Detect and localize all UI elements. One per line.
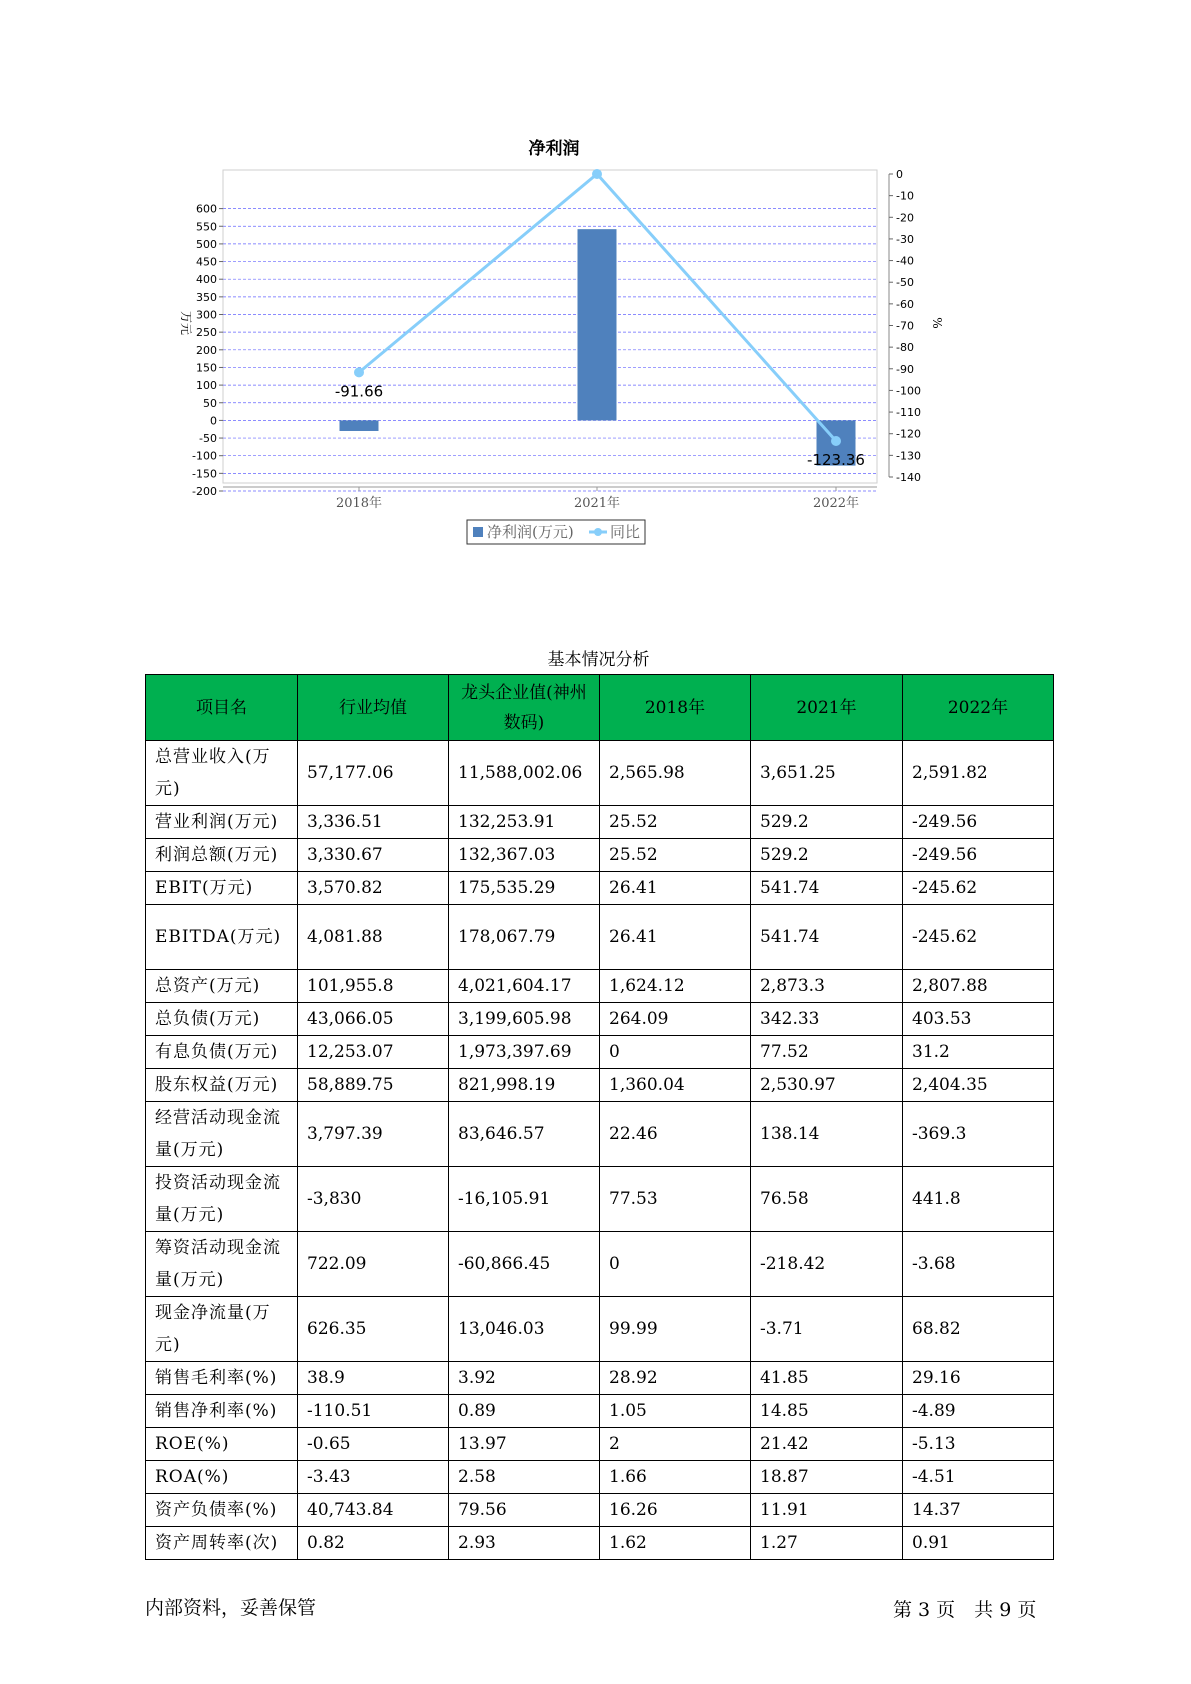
- y-axis-label: 万元: [179, 310, 193, 336]
- x-tick-label: 2022年: [812, 496, 860, 511]
- value-cell: 132,253.91: [449, 806, 600, 839]
- value-cell: -218.42: [751, 1232, 903, 1297]
- y2-tick-label: -100: [896, 384, 921, 398]
- value-cell: 29.16: [903, 1362, 1054, 1395]
- value-cell: -60,866.45: [449, 1232, 600, 1297]
- table-row: [146, 1494, 1054, 1527]
- table-row: [146, 1003, 1054, 1036]
- table-row: [146, 741, 1054, 806]
- y-tick-label: 150: [196, 361, 217, 375]
- yoy-point: [354, 367, 364, 377]
- value-cell: 41.85: [751, 1362, 903, 1395]
- table-row: [146, 1232, 1054, 1297]
- value-cell: 2,404.35: [903, 1069, 1054, 1102]
- value-cell: 178,067.79: [449, 905, 600, 970]
- y2-tick-label: 0: [896, 168, 903, 181]
- value-cell: -3.71: [751, 1297, 903, 1362]
- value-cell: 38.9: [298, 1362, 449, 1395]
- table-row: [146, 905, 1054, 970]
- y2-tick-label: -110: [896, 406, 921, 420]
- value-cell: 16.26: [600, 1494, 751, 1527]
- legend-line-label: 同比: [610, 523, 641, 541]
- value-cell: 2,873.3: [751, 970, 903, 1003]
- table-row: [146, 1297, 1054, 1362]
- row-label-cell: EBITDA(万元): [146, 905, 298, 970]
- bar-2018年: [340, 420, 379, 431]
- y-tick-label: 50: [203, 396, 217, 410]
- x-tick-label: 2018年: [335, 496, 383, 511]
- value-cell: 1.05: [600, 1395, 751, 1428]
- value-cell: 541.74: [751, 872, 903, 905]
- table-row: [146, 1461, 1054, 1494]
- value-cell: -245.62: [903, 872, 1054, 905]
- y-tick-label: 200: [196, 343, 217, 357]
- row-label-cell: ROE(%): [146, 1428, 298, 1461]
- value-cell: 101,955.8: [298, 970, 449, 1003]
- y2-tick-label: -90: [896, 362, 914, 376]
- row-label-cell: 总负债(万元): [146, 1003, 298, 1036]
- legend-bar-label: 净利润(万元): [487, 523, 574, 541]
- row-label-cell: 资产负债率(%): [146, 1494, 298, 1527]
- header-industry-average: 行业均值: [298, 675, 449, 741]
- value-cell: 3,330.67: [298, 839, 449, 872]
- y-tick-label: -200: [192, 485, 217, 498]
- value-cell: 2,807.88: [903, 970, 1054, 1003]
- value-cell: 529.2: [751, 806, 903, 839]
- value-cell: -0.65: [298, 1428, 449, 1461]
- y2-tick-label: -140: [896, 471, 921, 484]
- y2-tick-label: -120: [896, 427, 921, 441]
- value-cell: -249.56: [903, 806, 1054, 839]
- legend-bar-swatch: [473, 527, 483, 537]
- row-label-cell: 资产周转率(次): [146, 1527, 298, 1560]
- value-cell: 138.14: [751, 1102, 903, 1167]
- value-cell: 77.53: [600, 1167, 751, 1232]
- value-cell: 18.87: [751, 1461, 903, 1494]
- table-row: [146, 1036, 1054, 1069]
- header-item-name: 项目名: [146, 675, 298, 741]
- data-label: -123.36: [807, 450, 865, 469]
- table-body: [146, 741, 1054, 1560]
- value-cell: 11.91: [751, 1494, 903, 1527]
- chart-title: 净利润: [528, 139, 580, 159]
- row-label-cell: 投资活动现金流量(万元): [146, 1167, 298, 1232]
- value-cell: 0.89: [449, 1395, 600, 1428]
- value-cell: 2,591.82: [903, 741, 1054, 806]
- value-cell: -245.62: [903, 905, 1054, 970]
- value-cell: 40,743.84: [298, 1494, 449, 1527]
- value-cell: -4.89: [903, 1395, 1054, 1428]
- table-row: [146, 970, 1054, 1003]
- value-cell: 821,998.19: [449, 1069, 600, 1102]
- y-tick-label: -50: [199, 432, 217, 446]
- row-label-cell: 总营业收入(万元): [146, 741, 298, 806]
- row-label-cell: 现金净流量(万元): [146, 1297, 298, 1362]
- value-cell: 0.91: [903, 1527, 1054, 1560]
- row-label-cell: 营业利润(万元): [146, 806, 298, 839]
- value-cell: 722.09: [298, 1232, 449, 1297]
- bar-2021年: [578, 229, 617, 420]
- value-cell: 1.27: [751, 1527, 903, 1560]
- value-cell: 58,889.75: [298, 1069, 449, 1102]
- value-cell: 13.97: [449, 1428, 600, 1461]
- header-year-2021: 2021年: [751, 675, 903, 741]
- value-cell: 0: [600, 1232, 751, 1297]
- row-label-cell: 销售净利率(%): [146, 1395, 298, 1428]
- table-header-row: [146, 675, 1054, 741]
- value-cell: 342.33: [751, 1003, 903, 1036]
- legend-line-marker: [594, 528, 602, 536]
- value-cell: 1,624.12: [600, 970, 751, 1003]
- y2-tick-label: -30: [896, 232, 914, 246]
- yoy-point: [831, 436, 841, 446]
- y2-tick-label: -20: [896, 211, 914, 225]
- y-tick-label: -150: [192, 467, 217, 481]
- y2-tick-label: -60: [896, 297, 914, 311]
- row-label-cell: 总资产(万元): [146, 970, 298, 1003]
- value-cell: 541.74: [751, 905, 903, 970]
- value-cell: -3.43: [298, 1461, 449, 1494]
- value-cell: 11,588,002.06: [449, 741, 600, 806]
- value-cell: 13,046.03: [449, 1297, 600, 1362]
- value-cell: 3,797.39: [298, 1102, 449, 1167]
- value-cell: 441.8: [903, 1167, 1054, 1232]
- y-tick-label: 550: [196, 220, 217, 234]
- y-tick-label: 0: [210, 414, 217, 428]
- table-row: [146, 1527, 1054, 1560]
- row-label-cell: 利润总额(万元): [146, 839, 298, 872]
- value-cell: 2.58: [449, 1461, 600, 1494]
- y-tick-label: 350: [196, 290, 217, 304]
- value-cell: -249.56: [903, 839, 1054, 872]
- y2-tick-label: -10: [896, 189, 914, 203]
- row-label-cell: 销售毛利率(%): [146, 1362, 298, 1395]
- value-cell: 3.92: [449, 1362, 600, 1395]
- value-cell: 264.09: [600, 1003, 751, 1036]
- basic-analysis-table: [145, 674, 1054, 1560]
- table-row: [146, 1395, 1054, 1428]
- table-row: [146, 1428, 1054, 1461]
- table-row: [146, 839, 1054, 872]
- value-cell: 22.46: [600, 1102, 751, 1167]
- value-cell: 3,570.82: [298, 872, 449, 905]
- value-cell: -3,830: [298, 1167, 449, 1232]
- y-tick-label: 600: [196, 202, 217, 216]
- row-label-cell: ROA(%): [146, 1461, 298, 1494]
- value-cell: 3,651.25: [751, 741, 903, 806]
- plot-frame: [223, 170, 877, 483]
- table-row: [146, 1102, 1054, 1167]
- value-cell: 1.62: [600, 1527, 751, 1560]
- value-cell: 12,253.07: [298, 1036, 449, 1069]
- y-tick-label: 400: [196, 273, 217, 287]
- value-cell: 3,199,605.98: [449, 1003, 600, 1036]
- y2-tick-label: -50: [896, 276, 914, 290]
- value-cell: -3.68: [903, 1232, 1054, 1297]
- value-cell: -5.13: [903, 1428, 1054, 1461]
- value-cell: 3,336.51: [298, 806, 449, 839]
- value-cell: 2.93: [449, 1527, 600, 1560]
- y-tick-label: 500: [196, 237, 217, 251]
- value-cell: 68.82: [903, 1297, 1054, 1362]
- value-cell: 529.2: [751, 839, 903, 872]
- row-label-cell: EBIT(万元): [146, 872, 298, 905]
- value-cell: 2: [600, 1428, 751, 1461]
- data-label: -91.66: [334, 382, 384, 401]
- value-cell: 26.41: [600, 872, 751, 905]
- value-cell: 79.56: [449, 1494, 600, 1527]
- value-cell: 0.82: [298, 1527, 449, 1560]
- y-tick-label: 100: [196, 379, 217, 393]
- table-row: [146, 1362, 1054, 1395]
- value-cell: 26.41: [600, 905, 751, 970]
- value-cell: 25.52: [600, 806, 751, 839]
- value-cell: 1,973,397.69: [449, 1036, 600, 1069]
- y2-axis-label: %: [930, 317, 944, 329]
- row-label-cell: 筹资活动现金流量(万元): [146, 1232, 298, 1297]
- value-cell: -16,105.91: [449, 1167, 600, 1232]
- row-label-cell: 有息负债(万元): [146, 1036, 298, 1069]
- table-row: [146, 872, 1054, 905]
- value-cell: 14.85: [751, 1395, 903, 1428]
- y-tick-label: -100: [192, 449, 217, 463]
- header-year-2022: 2022年: [903, 675, 1054, 741]
- value-cell: 76.58: [751, 1167, 903, 1232]
- value-cell: -110.51: [298, 1395, 449, 1428]
- value-cell: 1.66: [600, 1461, 751, 1494]
- value-cell: 25.52: [600, 839, 751, 872]
- table-row: [146, 1167, 1054, 1232]
- row-label-cell: 经营活动现金流量(万元): [146, 1102, 298, 1167]
- value-cell: 57,177.06: [298, 741, 449, 806]
- value-cell: 1,360.04: [600, 1069, 751, 1102]
- header-leader-value: 龙头企业值(神州数码): [449, 675, 600, 741]
- value-cell: 2,565.98: [600, 741, 751, 806]
- value-cell: 99.99: [600, 1297, 751, 1362]
- y-tick-label: 300: [196, 308, 217, 322]
- footer-page-number: 第 3 页 共 9 页: [893, 1599, 1037, 1621]
- value-cell: -4.51: [903, 1461, 1054, 1494]
- value-cell: 626.35: [298, 1297, 449, 1362]
- value-cell: 175,535.29: [449, 872, 600, 905]
- net-profit-chart: [170, 135, 1050, 595]
- header-year-2018: 2018年: [600, 675, 751, 741]
- yoy-point: [592, 169, 602, 179]
- value-cell: 21.42: [751, 1428, 903, 1461]
- footer-confidential-note: 内部资料，妥善保管: [145, 1597, 317, 1619]
- net-profit-chart-svg: [170, 135, 1050, 595]
- value-cell: 31.2: [903, 1036, 1054, 1069]
- y2-tick-label: -80: [896, 341, 914, 355]
- value-cell: 28.92: [600, 1362, 751, 1395]
- value-cell: 2,530.97: [751, 1069, 903, 1102]
- value-cell: 403.53: [903, 1003, 1054, 1036]
- y2-tick-label: -40: [896, 254, 914, 268]
- table-row: [146, 1069, 1054, 1102]
- value-cell: 83,646.57: [449, 1102, 600, 1167]
- value-cell: -369.3: [903, 1102, 1054, 1167]
- table-row: [146, 806, 1054, 839]
- table-caption: 基本情况分析: [547, 650, 650, 670]
- value-cell: 43,066.05: [298, 1003, 449, 1036]
- x-tick-label: 2021年: [573, 496, 621, 511]
- value-cell: 4,081.88: [298, 905, 449, 970]
- y-tick-label: 450: [196, 255, 217, 269]
- y2-tick-label: -70: [896, 319, 914, 333]
- value-cell: 132,367.03: [449, 839, 600, 872]
- y-tick-label: 250: [196, 326, 217, 340]
- row-label-cell: 股东权益(万元): [146, 1069, 298, 1102]
- value-cell: 14.37: [903, 1494, 1054, 1527]
- value-cell: 77.52: [751, 1036, 903, 1069]
- y2-tick-label: -130: [896, 449, 921, 463]
- value-cell: 4,021,604.17: [449, 970, 600, 1003]
- value-cell: 0: [600, 1036, 751, 1069]
